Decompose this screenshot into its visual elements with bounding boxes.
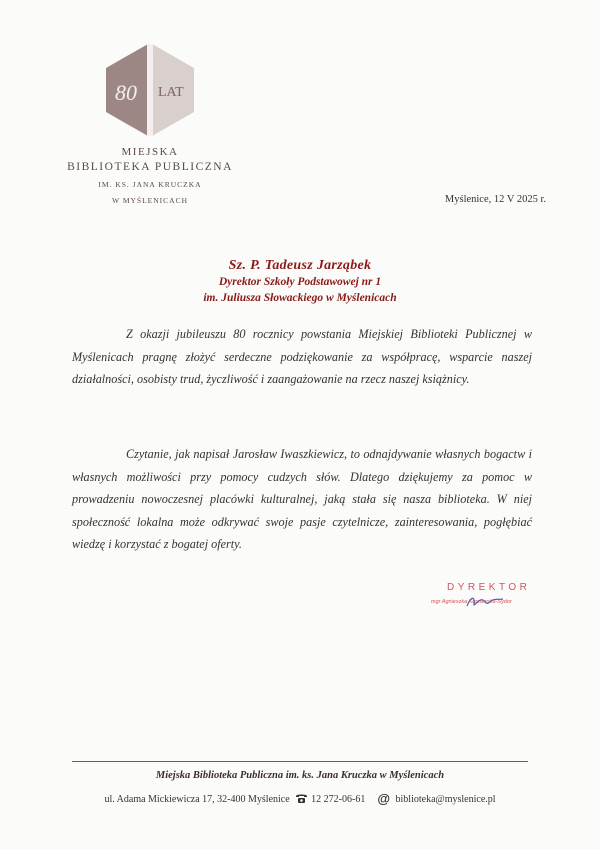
phone-icon: [295, 793, 308, 807]
logo-line-4: W MYŚLENICACH: [112, 195, 188, 205]
letter-paragraph-2: Czytanie, jak napisał Jarosław Iwaszkiewicz, to odnajdywanie własnych bogactw i własnych możliwości przy pomocy cudzych słów. Dlatego dziękujemy za pomoc w prowadzeniu nowoczesnej placówki kulturalnej, jaką stała się nasza biblioteka. W niej społeczność lokalna może odkrywać swoje pasje czytelnicze, zainteresowania, pogłębiać wiedzę i korzystać z bogatej oferty.: [72, 447, 532, 551]
footer-organization: Miejska Biblioteka Publiczna im. ks. Jana Kruczka w Myślenicach: [155, 770, 445, 781]
recipient-title: Dyrektor Szkoły Podstawowej nr 1: [218, 276, 382, 288]
footer-phone: 12 272-06-61: [311, 794, 366, 805]
stamp-name: mgr Agnieszka Kurzawska-Sydor: [431, 599, 512, 605]
letter-paragraph-1: Z okazji jubileuszu 80 rocznicy powstania Miejskiej Biblioteki Publicznej w Myślenicach pragnę złożyć serdeczne podziękowanie za współpracę, wsparcie naszej działalności, osobisty trud, życzliwość i zaangażowanie na rzecz naszej książnicy.: [72, 327, 532, 386]
footer-email[interactable]: biblioteka@myslenice.pl: [395, 794, 496, 805]
years-number: 80: [115, 80, 137, 105]
footer-address: ul. Adama Mickiewicza 17, 32-400 Myślenice: [104, 794, 290, 805]
stamp-title: DYREKTOR: [447, 582, 531, 593]
letter-date: Myślenice, 12 V 2025 r.: [444, 194, 546, 205]
footer-contact: [0, 791, 600, 807]
logo-line-2: BIBLIOTEKA PUBLICZNA: [67, 160, 233, 173]
logo-line-1: MIEJSKA: [121, 146, 179, 158]
logo-line-3: IM. KS. JANA KRUCZKA: [98, 180, 202, 190]
footer-divider: [72, 761, 528, 762]
recipient-school: im. Juliusza Słowackiego w Myślenicach: [203, 292, 397, 304]
recipient-block: [0, 258, 600, 306]
library-logo: [60, 40, 240, 205]
recipient-name: Sz. P. Tadeusz Jarząbek: [228, 258, 372, 273]
at-sign-icon: @: [377, 791, 391, 806]
years-word: LAT: [158, 85, 184, 100]
jubilee-emblem-icon: [100, 40, 200, 140]
director-stamp: [425, 582, 545, 605]
signature-icon: [465, 594, 505, 610]
